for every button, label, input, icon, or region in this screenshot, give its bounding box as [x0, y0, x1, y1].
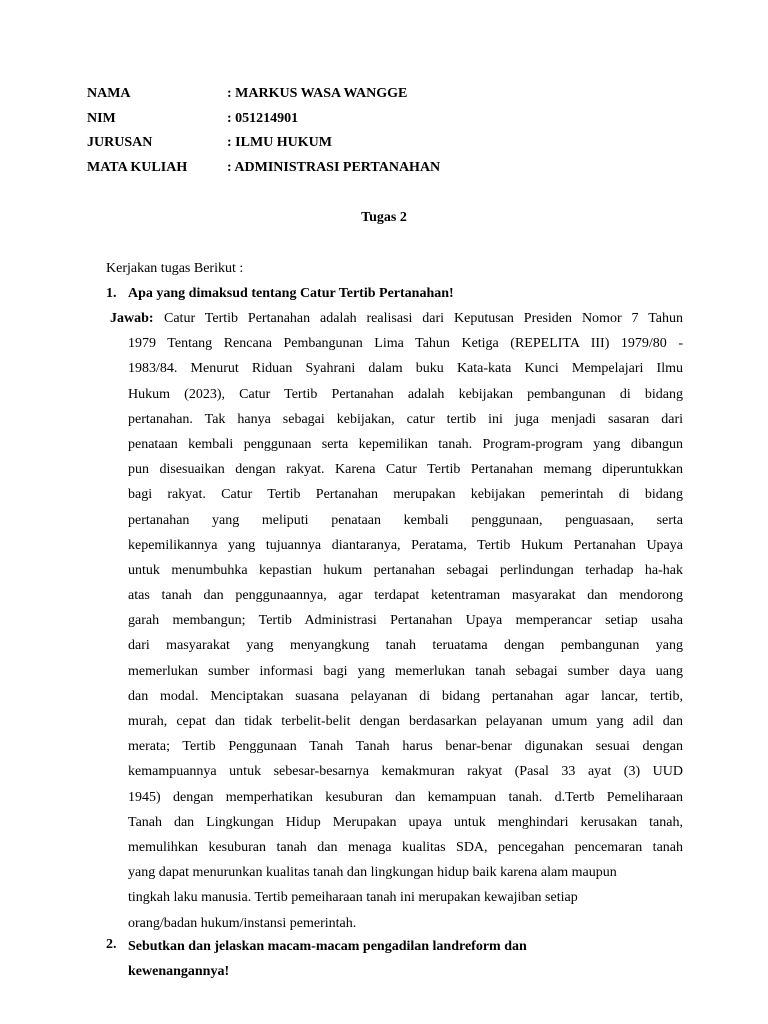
question-number: 2. — [106, 937, 117, 952]
info-label: MATA KULIAH — [87, 160, 188, 176]
question-line: Sebutkan dan jelaskan macam-macam pengadilan landreform dan — [128, 939, 527, 954]
info-value: : 051214901 — [227, 110, 299, 126]
info-label: NAMA — [87, 86, 131, 101]
answer-line: memerlukan sumber informasi bagi yang memerlukan tanah sebagai sumber daya uang — [128, 663, 683, 679]
student-info — [87, 82, 440, 181]
answer-line: pun disesuaikan dengan rakyat. Karena Catur Tertib Pertanahan memang diperuntukkan — [128, 462, 683, 478]
answer-line: merata; Tertib Penggunaan Tanah Tanah harus benar-benar digunakan sesuai dengan — [128, 739, 683, 755]
answer-line: orang/badan hukum/instansi pemerintah. — [128, 915, 357, 931]
answer-line: pertanahan yang meliputi penataan kembali penggunaan, penguasaan, serta — [128, 512, 683, 528]
answer-line: tingkah laku manusia. Tertib pemeiharaan tanah ini merupakan kewajiban setiap — [128, 890, 578, 906]
answer-line: untuk menumbuhka kepastian hukum pertanahan sebagai perlindungan terhadap ha-hak — [128, 562, 683, 578]
answer-line: kepemilikannya yang tujuannya diantaranya, Peratama, Tertib Hukum Pertanahan Upaya — [128, 537, 683, 553]
answer-line: dan modal. Menciptakan suasana pelayanan di bidang pertanahan agar lancar, tertib, — [128, 688, 683, 704]
info-row-major — [87, 131, 440, 156]
info-row-nim — [87, 107, 440, 132]
info-label: JURUSAN — [87, 135, 153, 151]
question-1 — [106, 284, 696, 304]
question-text: Apa yang dimaksud tentang Catur Tertib Pertanahan! — [128, 286, 454, 301]
question-number: 1. — [106, 286, 117, 301]
info-value: : ADMINISTRASI PERTANAHAN — [227, 160, 441, 176]
instruction-text: Kerjakan tugas Berikut : — [106, 261, 244, 276]
info-row-course — [87, 156, 440, 181]
answer-line: pertanahan. Tak hanya sebagai kebijakan, catur tertib ini juga menjadi sasaran dari — [128, 411, 683, 427]
question-2 — [106, 937, 696, 987]
answer-line: bagi rakyat. Catur Tertib Pertanahan merupakan kebijakan pemerintah di bidang — [128, 487, 683, 503]
answer-line: penataan kembali penggunaan serta kepemilikan tanah. Program-program yang dibangun — [128, 436, 683, 452]
answer-label: Jawab: — [110, 311, 154, 326]
info-row-name — [87, 82, 440, 107]
answer-line: dari masyarakat yang menyangkung tanah teruatama dengan pembangunan yang — [128, 638, 683, 654]
answer-line: yang dapat menurunkan kualitas tanah dan lingkungan hidup baik karena alam maupun — [128, 865, 617, 881]
answer-line: kemampuannya untuk sebesar-besarnya kemakmuran rakyat (Pasal 33 ayat (3) UUD — [128, 764, 683, 780]
info-value: : ILMU HUKUM — [227, 135, 332, 151]
answer-line: garah membangun; Tertib Administrasi Pertanahan Upaya memperancar setiap usaha — [128, 613, 683, 629]
answer-line: murah, cepat dan tidak terbelit-belit dengan berdasarkan pelayanan umum yang adil dan — [128, 714, 683, 729]
answer-line: Catur Tertib Pertanahan adalah realisasi dari Keputusan Presiden Nomor 7 Tahun — [164, 311, 683, 326]
question-line: kewenangannya! — [128, 964, 230, 980]
info-value: : MARKUS WASA WANGGE — [227, 86, 408, 101]
answer-body — [128, 309, 683, 939]
info-label: NIM — [87, 110, 116, 126]
answer-line: atas tanah dan penggunaannya, agar terdapat ketentraman masyarakat dan mendorong — [128, 588, 683, 604]
answer-line: 1979 Tentang Rencana Pembangunan Lima Tahun Ketiga (REPELITA III) 1979/80 - — [128, 336, 683, 352]
answer-line: Hukum (2023), Catur Tertib Pertanahan adalah kebijakan pembangunan di bidang — [128, 386, 683, 402]
answer-line: 1945) dengan memperhatikan kesuburan dan kemampuan tanah. d.Tertb Pemeliharaan — [128, 789, 683, 805]
answer-line: memulihkan kesuburan tanah dan menaga kualitas SDA, pencegahan pencemaran tanah — [128, 839, 683, 855]
question-text — [128, 937, 527, 987]
answer-line: 1983/84. Menurut Riduan Syahrani dalam buku Kata-kata Kunci Mempelajari Ilmu — [128, 361, 683, 377]
answer-line: Tanah dan Lingkungan Hidup Merupakan upaya untuk menghindari kerusakan tanah, — [128, 814, 683, 830]
document-title: Tugas 2 — [361, 210, 407, 225]
